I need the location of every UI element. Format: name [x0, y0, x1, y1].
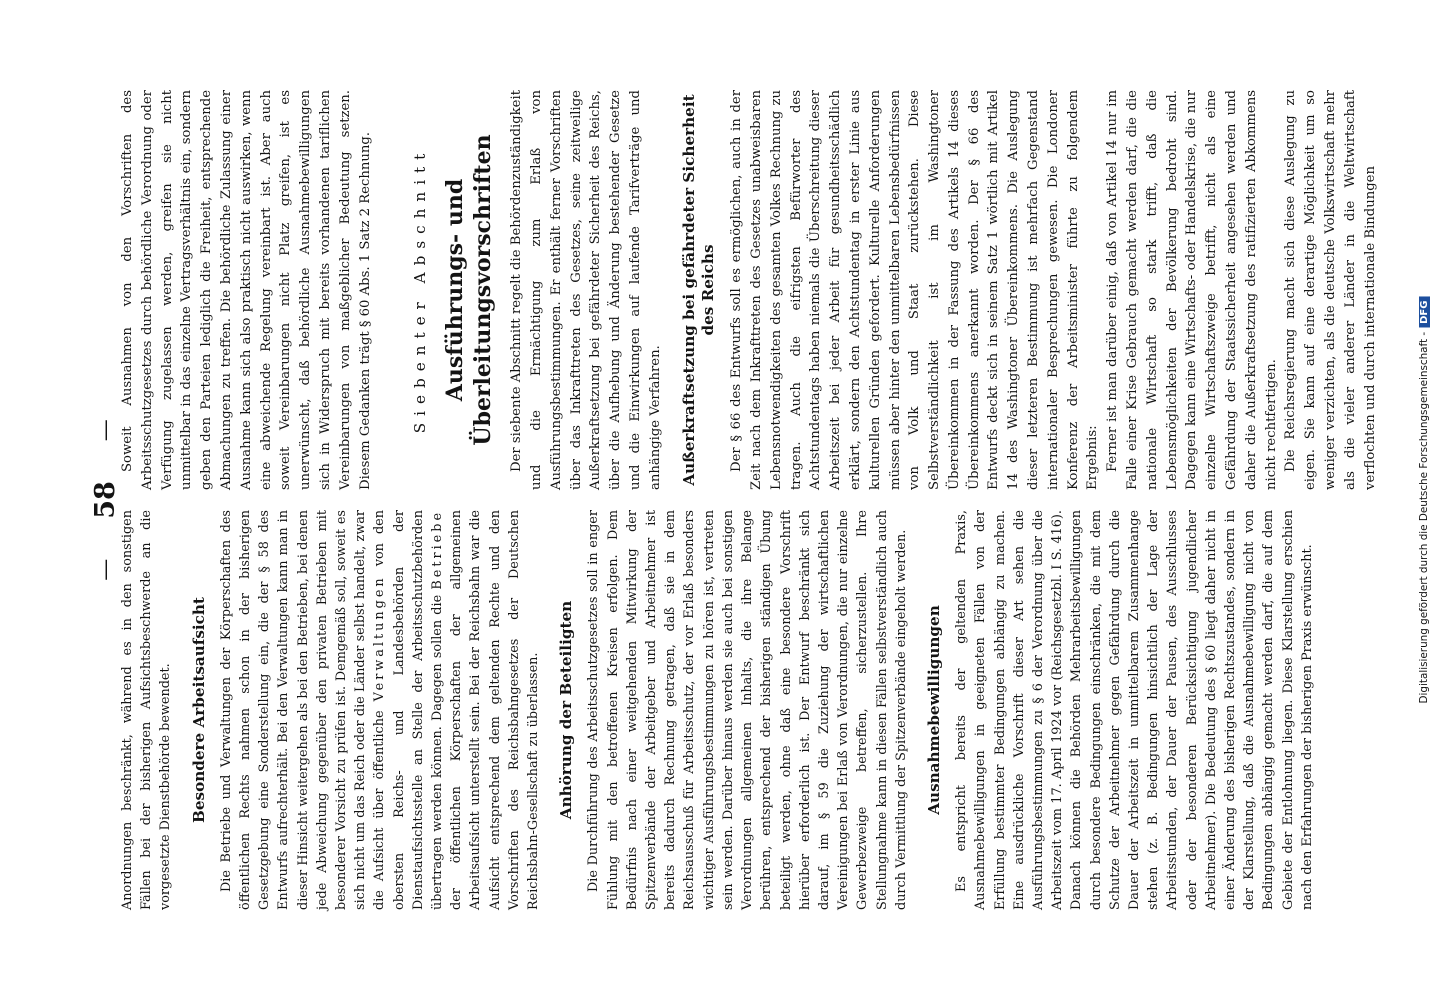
digitization-note — [1418, 297, 1430, 704]
paragraph: Soweit Ausnahmen von den Vorschriften des Arbeitsschutzgesetzes durch behördliche Verordnung oder Verfügung zugelassen werden, greifen sie nicht unmittelbar in das einzelne Vertragsverhältnis ein, sondern geben den Parteien lediglich die Freiheit, entsprechende Abmachungen zu treffen. Die behördliche Zulassung einer Ausnahme kann sich also praktisch nicht auswirken, wenn eine abweichende Regelung vereinbart ist. Aber auch soweit Vereinbarungen nicht Platz greifen, ist es unerwünscht, daß behördliche Ausnahmebewilligungen sich in Widerspruch mit bereits vorhandenen tariflichen Vereinbarungen von maßgeblicher Bedeutung setzen. Diesem Gedanken trägt § 60 Abs. 1 Satz 2 Rechnung. — [120, 90, 373, 490]
section-heading: Besondere Arbeitsaufsicht — [189, 597, 208, 823]
spaced-emphasis: Betriebe — [430, 509, 446, 590]
paragraph: Der § 66 des Entwurfs soll es ermöglichen, auch in der Zeit nach dem Inkrafttreten des Gesetzes unabweisbaren Lebensnotwendigkeiten des gesamten Volkes Rechnung zu tragen. Auch die eifrigsten Befürworter des Achtstundentags haben niemals die Überschreitung dieser Arbeitszeit bei jeder Arbeit für gesundheitsschädlich erklärt, sondern den Achtstundentag in erster Linie aus kulturellen Gründen gefordert. Kulturelle Anforderungen müssen aber hinter den unmittelbaren Lebensbedürfnissen von Volk und Staat zurückstehen. Diese Selbstverständlichkeit ist im Washingtoner Übereinkommen in der Fassung des Artikels 14 dieses Übereinkommens anerkannt worden. Der § 66 des Entwurfs deckt sich in seinem Satz 1 wörtlich mit Artikel 14 des Washingtoner Übereinkommens. Die Auslegung dieser letzteren Bestimmung ist mehrfach Gegenstand internationaler Besprechungen gewesen. Die Londoner Konferenz der Arbeitsminister führte zu folgendem Ergebnis: — [729, 90, 1101, 490]
paragraph-text: der öffentlichen Körperschaften der allgemeinen Arbeitsaufsicht unterstellt sein. Bei der Reichsbahn war die Aufsicht entsprechend dem geltenden Rechte und den Vorschriften des Reichsbahngesetzes der Deutschen Reichsbahn-Gesellschaft zu überlassen. — [449, 510, 542, 910]
section-title: Ausführungs- und Überleitungsvorschriften — [442, 134, 497, 446]
paragraph: Es entspricht bereits der geltenden Praxis, Ausnahmebewilligungen in geeigneten Fällen von der Erfüllung bestimmter Bedingungen abhängig zu machen. Eine ausdrückliche Vorschrift dieser Art sehen die Ausführungsbestimmungen zu § 6 der Verordnung über die Arbeitszeit vom 17. April 1924 vor (Reichsgesetzbl. I S. 416). Danach können die Behörden Mehrarbeitsbewilligungen durch besondere Bedingungen einschränken, die mit dem Schutze der Arbeitnehmer gegen Gefährdung durch die Dauer der Arbeitszeit in unmittelbarem Zusammenhange stehen (z. B. Bedingungen hinsichtlich der Lage der Arbeitsstunden, der Dauer der Pausen, des Ausschlusses oder der besonderen Berücksichtigung jugendlicher Arbeitnehmer). Die Bedeutung des § 60 liegt daher nicht in einer Änderung des bisherigen Rechtszustandes, sondern in der Klarstellung, daß die Ausnahmebewilligung nicht von Bedingungen abhängig gemacht werden darf, die auf dem Gebiete der Entlohnung liegen. Diese Klarstellung erschien nach den Erfahrungen der bisherigen Praxis erwünscht. — [954, 510, 1315, 910]
header-dash-right: — — [92, 419, 118, 442]
section-label: Siebenter Abschnitt — [411, 146, 430, 434]
header-dash-left: — — [92, 558, 118, 581]
left-column — [118, 510, 1317, 910]
section-heading: Ausnahmebewilligungen — [924, 605, 943, 815]
paragraph: Die Durchführung des Arbeitsschutzgesetzes soll in enger Fühlung mit den betroffenen Kreisen erfolgen. Dem Bedürfnis nach einer weitgehenden Mitwirkung der Spitzenverbände der Arbeitgeber und Arbeitnehmer ist bereits dadurch Rechnung getragen, daß sie in dem Reichsausschuß für Arbeitsschutz, der vor Erlaß besonders wichtiger Ausführungsbestimmungen zu hören ist, vertreten sein werden. Darüber hinaus werden sie auch bei sonstigen Verordnungen allgemeinen Inhalts, die ihre Belange berühren, entsprechend der bisherigen ständigen Übung beteiligt werden, ohne daß eine besondere Vorschrift hierüber erforderlich ist. Der Entwurf beschränkt sich darauf, im § 59 die Zuziehung der wirtschaftlichen Vereinigungen bei Erlaß von Verordnungen, die nur einzelne Gewerbezweige betreffen, sicherzustellen. Ihre Stellungnahme kann in diesen Fällen selbstverständlich auch durch Vermittlung der Spitzenverbände eingeholt werden. — [586, 510, 909, 910]
paragraph-text: von den obersten Reichs- und Landesbehörden der Dienstaufsichtsstelle an Stelle der Arbeitsschutzbehörden übertragen werden können. Dagegen sollen die — [372, 510, 446, 910]
right-column — [118, 90, 1380, 490]
page-number: 58 — [89, 481, 121, 519]
section-heading: Außerkraftsetzung bei gefährdeter Sicherheit des Reichs — [679, 94, 718, 486]
section-heading: Anhörung der Beteiligten — [557, 600, 576, 820]
paragraph: Anordnungen beschränkt, während es in den sonstigen Fällen bei der bisherigen Aufsichtsbeschwerde an die vorgesetzte Dienstbehörde bewendet. — [120, 510, 174, 910]
digitization-note-text: Digitalisierung gefördert durch die Deutsche Forschungsgemeinschaft - — [1418, 331, 1430, 704]
spaced-emphasis: Verwaltungen — [372, 575, 388, 702]
paragraph-text: Die Betriebe und Verwaltungen der Körperschaften des öffentlichen Rechts nahmen schon in der bisherigen Gesetzgebung eine Sonderstellung ein, die der § 58 des Entwurfs aufrechterhält. Bei den Verwaltungen kann man in dieser Hinsicht weitergehen als bei den Betrieben, bei denen jede Abweichung gegenüber den privaten Betrieben mit besonderer Vorsicht zu prüfen ist. Demgemäß soll, soweit es sich nicht um das Reich oder die Länder selbst handelt, zwar die Aufsicht über öffentliche — [218, 510, 388, 910]
paragraph: Ferner ist man darüber einig, daß von Artikel 14 nur im Falle einer Krise Gebrauch gemacht werden darf, die die nationale Wirtschaft so stark trifft, daß die Lebensmöglichkeiten der Bevölkerung bedroht sind. Dagegen kann eine Wirtschafts- oder Handelskrise, die nur einzelne Wirtschaftszweige betrifft, nicht als eine Gefährdung der Staatssicherheit angesehen werden und daher die Außerkraftsetzung des ratifizierten Abkommens nicht rechtfertigen. — [1105, 90, 1279, 490]
paragraph: Die Reichsregierung macht sich diese Auslegung zu eigen. Sie kann auf eine derartige Möglichkeit um so weniger verzichten, als die deutsche Volkswirtschaft mehr als die vieler anderer Länder in die Weltwirtschaft verflochten und durch internationale Bindungen — [1283, 90, 1378, 490]
dfg-logo: DFG — [1419, 297, 1430, 328]
paragraph: Der siebente Abschnitt regelt die Behördenzuständigkeit und die Ermächtigung zum Erlaß von Ausführungsbestimmungen. Er enthält ferner Vorschriften über das Inkrafttreten des Gesetzes, seine zeitweilige Außerkraftsetzung bei gefährdeter Sicherheit des Reichs, über die Aufhebung und Änderung bestehender Gesetze und die Einwirkungen auf laufende Tarifverträge und anhängige Verfahren. — [509, 90, 663, 490]
paragraph — [217, 510, 543, 910]
